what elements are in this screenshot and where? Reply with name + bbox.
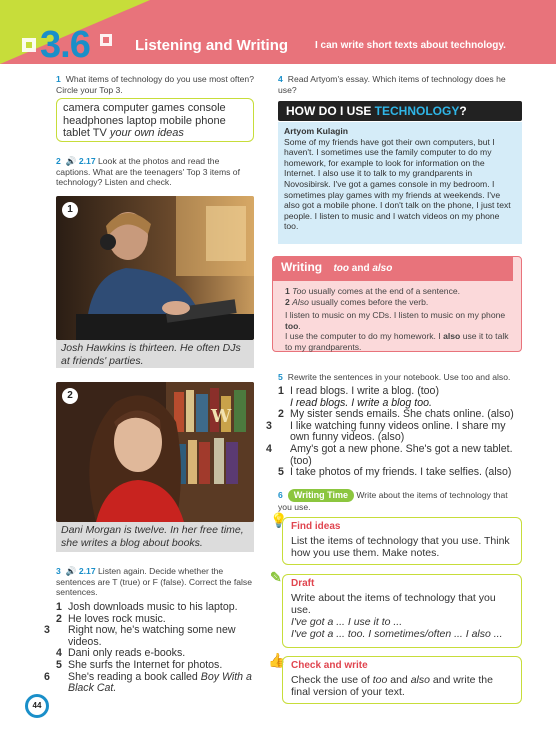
- essay-title: HOW DO I USE TECHNOLOGY?: [278, 101, 522, 121]
- example-answer: I read blogs. I write a blog too.: [290, 396, 432, 409]
- draft-box: Draft Write about the items of technology that you use. I've got a ... I use it to ... I've got a ... too. I sometimes/often ... I also ...: [282, 574, 522, 648]
- photo-caption: Dani Morgan is twelve. In her free time, she writes a blog about books.: [56, 522, 254, 552]
- photo-dani: [56, 382, 254, 522]
- photo-josh: [56, 196, 254, 340]
- list-item: 4 Dani only reads e-books.: [56, 647, 186, 660]
- page-title: Listening and Writing: [135, 37, 289, 54]
- exercise-6-instruction: 6 Writing Time Write about the items of technology that you use.: [278, 490, 508, 512]
- list-item: 2 He loves rock music.: [56, 612, 166, 625]
- pencil-icon: ✎: [270, 569, 282, 585]
- writing-time-badge: Writing Time: [288, 489, 354, 502]
- exercise-1-instruction: 1 What items of technology do you use most often? Circle your Top 3.: [56, 74, 254, 95]
- page-goal: I can write short texts about technology.: [315, 40, 506, 51]
- exercise-4-instruction: 4 Read Artyom's essay. Which items of technology does he use?: [278, 74, 506, 95]
- list-item: 1 I read blogs. I write a blog. (too): [278, 385, 439, 397]
- list-item: 2 My sister sends emails. She chats online. (also): [278, 408, 514, 421]
- check-and-write-box: Check and write Check the use of too and also and write the final version of your text.: [282, 656, 522, 704]
- find-ideas-box: Find ideas List the items of technology that you use. Think how you use them. Make notes.: [282, 517, 522, 565]
- thumbs-up-icon: 👍: [268, 652, 286, 668]
- list-item: 5 She surfs the Internet for photos.: [56, 658, 223, 671]
- list-item: 1 Josh downloads music to his laptop.: [56, 601, 238, 613]
- deco-square-icon: [22, 38, 36, 52]
- exercise-5-list: [266, 385, 522, 479]
- photo-number-badge: 2: [62, 388, 78, 404]
- lesson-number: 3.6: [40, 24, 90, 66]
- writing-tip-box: Writing too and also 1 Too usually comes at the end of a sentence. 2 Also usually comes before the verb. I listen to music on my CDs. I listen to music on my phone too. I use the computer to do my homework. I also use it to talk to my grandparents.: [272, 256, 522, 352]
- list-item: 3 I like watching funny videos online. I share my own funny videos. (also): [266, 419, 506, 444]
- exercise-3-instruction: 3 🔊 2.17 Listen again. Decide whether the sentences are T (true) or F (false). Correct the false sentences.: [56, 566, 252, 597]
- exercise-2-instruction: 2 🔊 2.17 Look at the photos and read the captions. What are the teenagers' Top 3 items of technology? Listen and check.: [56, 156, 240, 187]
- exercise-5-instruction: 5 Rewrite the sentences in your notebook. Use too and also.: [278, 372, 511, 382]
- exercise-3-list: [44, 601, 256, 695]
- list-item: 5 I take photos of my friends. I take selfies. (also): [278, 466, 512, 479]
- writing-tip-header: Writing too and also: [273, 257, 513, 281]
- lightbulb-icon: 💡: [270, 512, 288, 528]
- audio-icon: 🔊: [65, 566, 77, 576]
- photo-caption: Josh Hawkins is thirteen. He often DJs at friends' parties.: [56, 340, 254, 368]
- svg-text:W: W: [211, 406, 232, 427]
- list-item: 6 She's reading a book called Boy With a Black Cat.: [44, 670, 252, 695]
- photo-number-badge: 1: [62, 202, 78, 218]
- word-box: camera computer games console headphones laptop mobile phone tablet TV your own ideas: [56, 98, 254, 142]
- page-number: 44: [25, 694, 49, 718]
- list-item: 4 Amy's got a new phone. She's got a new tablet. (too): [266, 442, 513, 467]
- list-item: 3 Right now, he's watching some new videos.: [44, 624, 236, 648]
- deco-square-icon: [100, 34, 112, 46]
- essay-body: Artyom Kulagin Some of my friends have got their own computers, but I haven't. I sometimes use the family computer to do my homework, for example to look for information on the Internet. I also use it to talk to my grandparents in Novosibirsk. I've got a games console in my bedroom. I sometimes play games with my friends at weekends. I've also got a mobile phone. I don't talk on the phone, I just text people. I listen to music and I watch videos on my phone too.: [278, 122, 522, 244]
- audio-icon: 🔊: [65, 156, 77, 166]
